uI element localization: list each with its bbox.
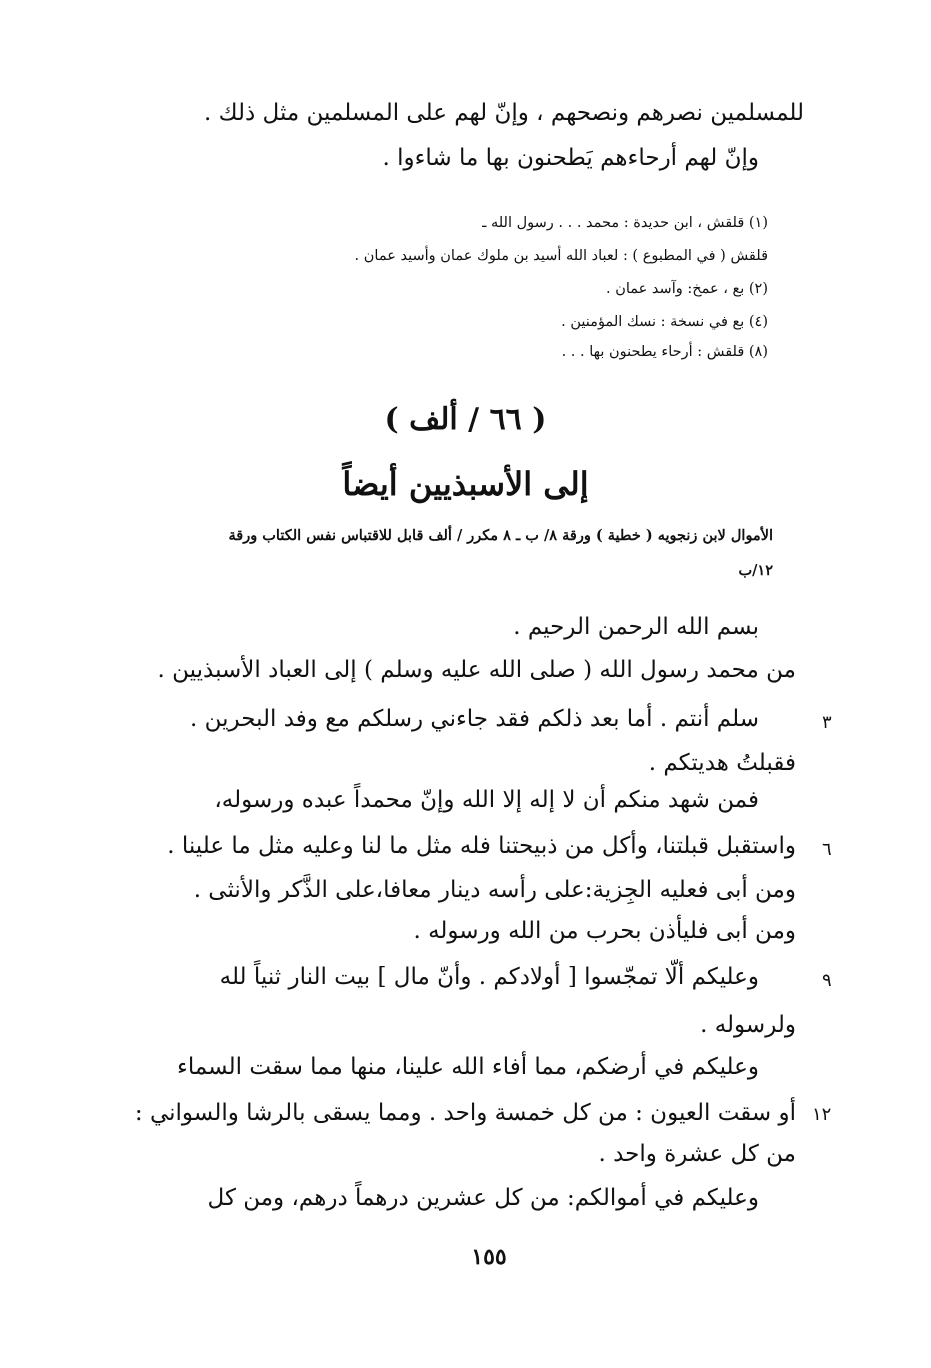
body-line-13: من كل عشرة واحد . [598, 1141, 796, 1167]
line-number-9: ٩ [822, 970, 832, 991]
source-citation-line-2: ١٢/ب [738, 562, 773, 579]
top-line-2: وإنّ لهم أرحاءهم يَطحنون بها ما شاءوا . [382, 145, 759, 171]
line-number-3: ٣ [822, 712, 832, 733]
top-line-1: للمسلمين نصرهم ونصحهم ، وإنّ لهم على المسلمين مثل ذلك . [203, 100, 804, 126]
body-line-9: وعليكم ألّا تمجّسوا [ أولادكم . وأنّ مال ] بيت النار ثنياً لله [219, 964, 759, 990]
body-line-8: ومن أبى فليأذن بحرب من الله ورسوله . [413, 918, 796, 944]
footnote-2: قلقش ( في المطبوع ) : لعباد الله أسيد بن ملوك عمان وأسيد عمان . [354, 248, 768, 264]
footnote-1: (١) قلقش ، ابن حديدة : محمد . . . رسول الله ـ [482, 215, 768, 231]
section-title: إلى الأسبذيين أيضاً [342, 465, 589, 503]
body-line-6: واستقبل قبلتنا، وأكل من ذبيحتنا فله مثل ما لنا وعليه مثل ما علينا . [167, 833, 796, 859]
body-line-11: وعليكم في أرضكم، مما أفاء الله علينا، منها مما سقت السماء [177, 1054, 759, 1080]
page-number: ١٥٥ [471, 1244, 507, 1270]
body-line-10: ولرسوله . [700, 1012, 796, 1038]
source-citation-line-1: الأموال لابن زنجويه ( خطية ) ورقة ٨/ ب ـ ٨ مكرر / ألف قابل للاقتباس نفس الكتاب ورقة [228, 527, 773, 544]
body-line-3: سلم أنتم . أما بعد ذلكم فقد جاءني رسلكم مع وفد البحرين . [190, 706, 759, 732]
footnote-5: (٨) قلقش : أرحاء يطحنون بها . . . [561, 344, 768, 360]
line-number-6: ٦ [822, 839, 832, 860]
footnote-3: (٢) بع ، عمخ: وآسد عمان . [606, 281, 768, 297]
body-line-14: وعليكم في أموالكم: من كل عشرين درهماً درهم، ومن كل [207, 1185, 759, 1211]
footnote-4: (٤) بع في نسخة : نسك المؤمنين . [561, 314, 768, 330]
body-line-4: فقبلتُ هديتكم . [648, 750, 796, 776]
body-line-2: من محمد رسول الله ( صلى الله عليه وسلم ) إلى العباد الأسبذيين . [157, 657, 796, 683]
body-line-1: بسم الله الرحمن الرحيم . [513, 614, 759, 640]
section-number: ( ٦٦ / ألف ) [384, 402, 547, 437]
body-line-7: ومن أبى فعليه الجِزية:على رأسه دينار معافا،على الذَّكر والأنثى . [193, 877, 796, 903]
body-line-12: أو سقت العيون : من كل خمسة واحد . ومما يسقى بالرشا والسواني : [134, 1100, 796, 1126]
body-line-5: فمن شهد منكم أن لا إله إلا الله وإنّ محمداً عبده ورسوله، [214, 787, 759, 813]
line-number-12: ١٢ [812, 1104, 832, 1125]
